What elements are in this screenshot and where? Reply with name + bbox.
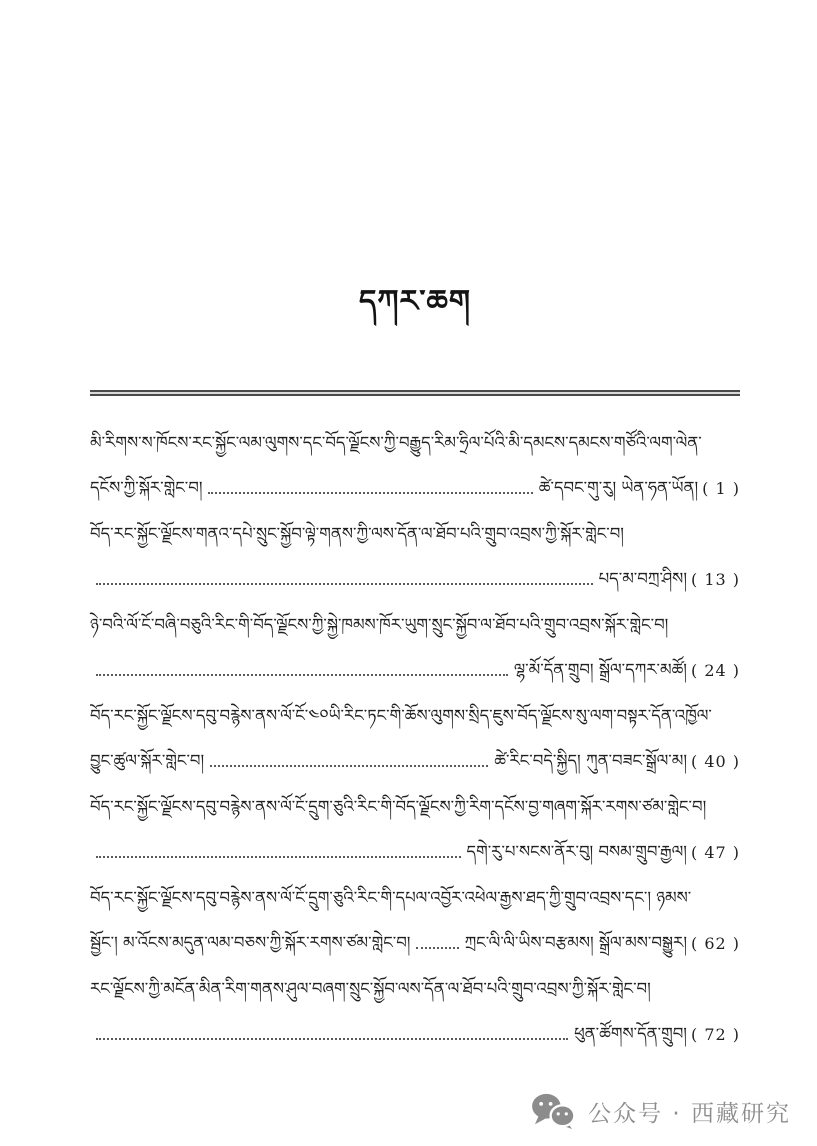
entry-title-text: རང་ལྗོངས་ཀྱི་མངོན་མིན་རིག་གནས་ཤུལ་བཞག་སྲུང་སྐྱོབ་ལས་དོན་ལ་ཐོབ་པའི་གྲུབ་འབྲས་ཀྱི་སྐོར་གླེང་བ། — [90, 978, 651, 998]
entry-authors: དགེ་རུ་པ་སངས་ནོར་བུ། བསམ་གྲུབ་རྒྱལ། — [466, 842, 687, 862]
entry-page-number: ( 47 ) — [690, 842, 740, 862]
dot-leader — [96, 583, 593, 585]
toc-line — [90, 784, 740, 830]
entry-page-number: ( 1 ) — [702, 478, 740, 498]
dot-leader — [416, 947, 458, 949]
dot-leader — [210, 765, 488, 767]
table-of-contents — [90, 420, 740, 1057]
entry-page-number: ( 72 ) — [690, 1024, 740, 1044]
entry-title-text: བོད་རང་སྐྱོང་ལྗོངས་དབུ་བརྙེས་ནས་ལོ་ངོ་༤༠ཡི་རིང་ཏང་གི་ཆོས་ལུགས་སྲིད་ཇུས་བོད་ལྗོངས་སུ་ལག་བསྟར་དོན་འཁྱོལ་ — [90, 705, 712, 725]
entry-title-text: སྦྱོང་། མ་འོངས་མདུན་ལམ་བཅས་ཀྱི་སྐོར་རགས་ཙམ་གླེང་བ། — [90, 933, 411, 953]
entry-title-text: མི་རིགས་ས་ཁོངས་རང་སྐྱོང་ལམ་ལུགས་དང་བོད་ལྗོངས་ཀྱི་བརྒྱུད་རིམ་ཧྲིལ་པོའི་མི་དམངས་དམངས་གཙོའི་ལག་ལེན་ — [90, 432, 702, 452]
toc-line — [90, 420, 740, 466]
title-divider-rule — [90, 390, 740, 396]
dot-leader — [96, 674, 508, 676]
wechat-watermark — [530, 1092, 791, 1130]
toc-line — [90, 511, 740, 557]
entry-title-text: བྱུང་ཚུལ་སྐོར་གླེང་བ། — [90, 751, 205, 771]
entry-title-text: བོད་རང་སྐྱོང་ལྗོངས་གནའ་དཔེ་སྲུང་སྐྱོབ་ལྟེ་གནས་ཀྱི་ལས་དོན་ལ་ཐོབ་པའི་གྲུབ་འབྲས་ཀྱི་སྐོར་གླེང་བ། — [90, 523, 624, 543]
entry-title-text: བོད་རང་སྐྱོང་ལྗོངས་དབུ་བརྙེས་ནས་ལོ་ངོ་དྲུག་ཅུའི་རིང་གི་དཔལ་འབྱོར་འཕེལ་རྒྱས་ཐད་ཀྱི་གྲུབ་འབྲས་དང་། ཉམས་ — [90, 887, 692, 907]
entry-page-number: ( 62 ) — [690, 933, 740, 953]
toc-line — [90, 466, 740, 512]
entry-page-number: ( 13 ) — [690, 569, 740, 589]
entry-authors: ཚེ་དབང་གུ་རུ། ཡེན་ཧན་ཡོན། — [538, 478, 699, 498]
toc-line — [90, 830, 740, 876]
toc-line — [90, 693, 740, 739]
toc-line — [90, 602, 740, 648]
toc-line — [90, 557, 740, 603]
entry-authors: ཕུན་ཚོགས་དོན་གྲུབ། — [574, 1024, 687, 1044]
entry-authors: ལྷ་མོ་དོན་གྲུབ། སྒྲོལ་དཀར་མཚོ། — [513, 660, 687, 680]
entry-authors: པད་མ་བཀྲ་ཤིས། — [598, 569, 687, 589]
entry-page-number: ( 24 ) — [690, 660, 740, 680]
toc-line — [90, 739, 740, 785]
entry-authors: ཚེ་རིང་བདེ་སྐྱིད། ཀུན་བཟང་སྒྲོལ་མ། — [494, 751, 687, 771]
page-title: དཀར་ཆག — [359, 284, 471, 319]
toc-line — [90, 1012, 740, 1058]
entry-title-text: དངོས་ཀྱི་སྐོར་གླེང་བ། — [90, 478, 203, 498]
wechat-account-label: 公众号 · 西藏研究 — [588, 1100, 791, 1127]
entry-page-number: ( 40 ) — [690, 751, 740, 771]
toc-line — [90, 875, 740, 921]
entry-title-text: བོད་རང་སྐྱོང་ལྗོངས་དབུ་བརྙེས་ནས་ལོ་ངོ་དྲུག་ཅུའི་རིང་གི་བོད་ལྗོངས་ཀྱི་རིག་དངོས་བྱ་གཞག་སྐོར་རགས་ཙམ་གླེང་བ། — [90, 796, 707, 816]
dot-leader — [96, 856, 461, 858]
dot-leader — [208, 492, 532, 494]
dot-leader — [96, 1038, 568, 1040]
toc-line — [90, 966, 740, 1012]
toc-line — [90, 921, 740, 967]
entry-authors: ཀྲང་ལི་ལི་ཡིས་བརྩམས། སྒྲོལ་མས་བསྒྱུར། — [464, 933, 687, 953]
toc-line — [90, 648, 740, 694]
entry-title-text: ཉེ་བའི་ལོ་ངོ་བཞི་བཅུའི་རིང་གི་བོད་ལྗོངས་ཀྱི་སྐྱེ་ཁམས་ཁོར་ཡུག་སྲུང་སྐྱོབ་ལ་ཐོབ་པའི་གྲུབ་འབྲས་སྐོར་གླེང་བ། — [90, 614, 669, 634]
wechat-icon — [530, 1092, 576, 1130]
page-content — [90, 0, 740, 1057]
